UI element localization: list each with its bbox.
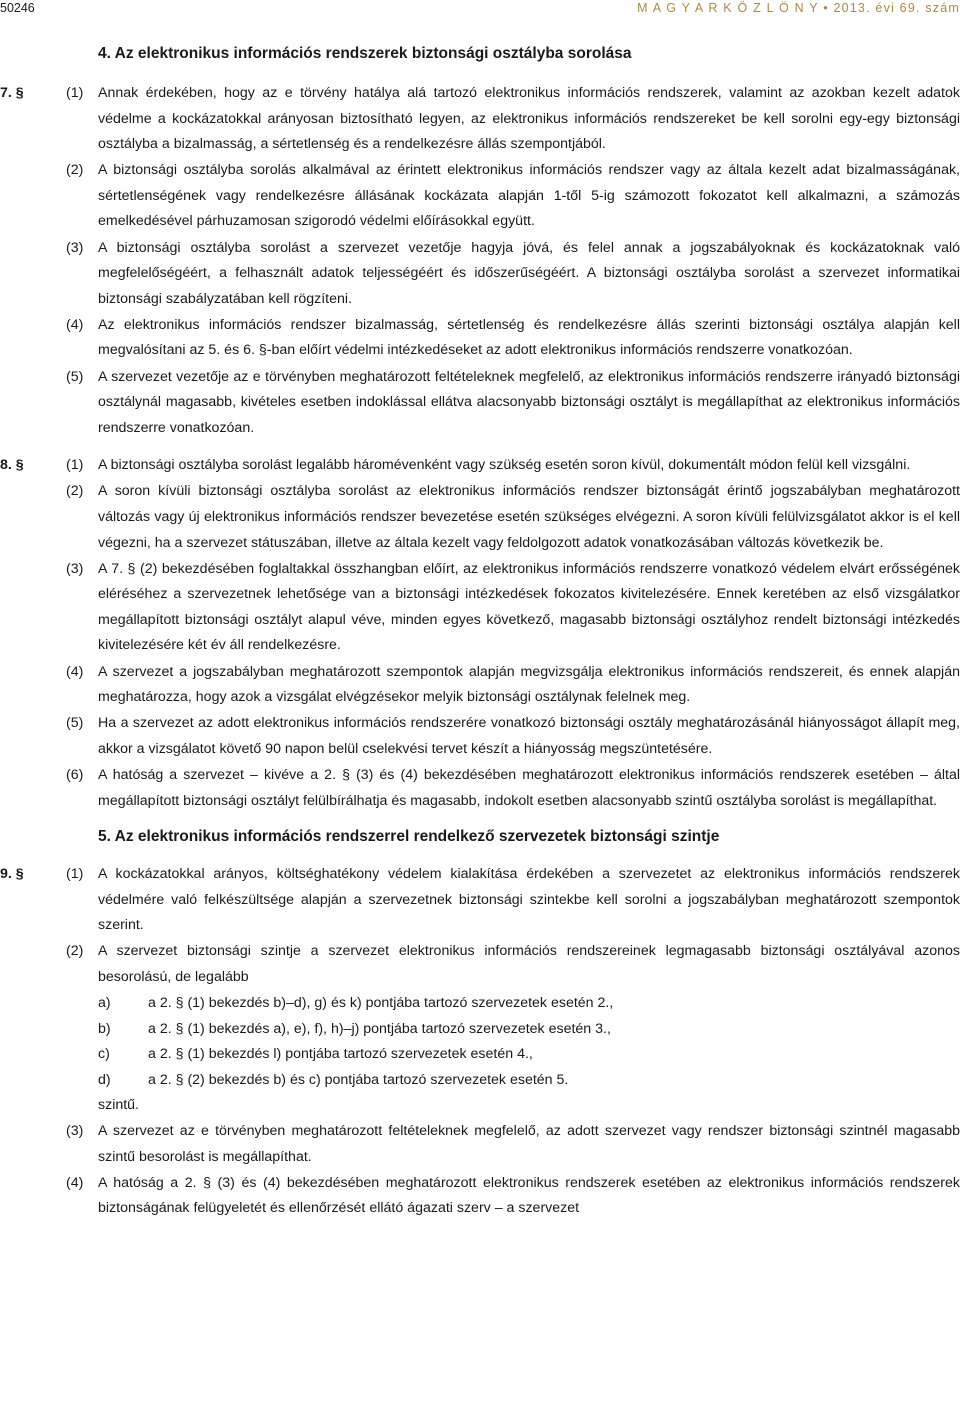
paragraph-text: A 7. § (2) bekezdésében foglaltakkal összhangban előírt, az elektronikus információs rendszerre vonatkozó védelem elvárt erősségének eléréséhez a szervezetnek lehetősége van a biztonsági intézkedések fokozatos kivitelezésére. Ennek keretében az első vizsgálatkor megállapított biztonsági osztályt alapul véve, minden egyes következő, magasabb biztonsági osztályhoz rendelt biztonsági intézkedés kivitelezésére két év áll rendelkezésre.	[98, 560, 960, 654]
list-item	[0, 991, 960, 1017]
paragraph-number: (2)	[66, 943, 84, 960]
paragraph-text: A biztonsági osztályba sorolást legalább háromévenként vagy szükség esetén soron kívül, dokumentált módon felül kell vizsgálni.	[98, 457, 911, 474]
section-8-paragraph-2	[0, 479, 960, 556]
paragraph-number: (6)	[66, 766, 84, 783]
list-item-text: a 2. § (1) bekezdés b)–d), g) és k) pontjába tartozó szervezetek esetén 2.,	[148, 995, 614, 1012]
paragraph-number: (2)	[66, 162, 84, 179]
paragraph-text: A biztonsági osztályba sorolást a szervezet vezetője hagyja jóvá, és felel annak a jogszabályoknak és kockázatoknak való megfelelőségéért, a felhasznált adatok teljességéért és időszerűségéért. A biztonsági osztályba sorolást a szervezet informatikai biztonsági szabályzatában kell rögzíteni.	[98, 239, 960, 307]
list-item-text: a 2. § (1) bekezdés l) pontjába tartozó szervezetek esetén 4.,	[148, 1046, 533, 1063]
document-body	[0, 41, 960, 1222]
paragraph-text: Az elektronikus információs rendszer bizalmasság, sértetlenség és rendelkezésre állás szerinti biztonsági osztálya alapján kell megvalósítani az 5. és 6. §-ban előírt védelmi intézkedéseket az adott elektronikus információs rendszerre vonatkozóan.	[98, 316, 960, 359]
section-8-paragraph-6	[0, 763, 960, 814]
section-7-paragraph-3	[0, 236, 960, 313]
paragraph-text: A soron kívüli biztonsági osztályba sorolást az elektronikus információs rendszer biztonságát érintő jogszabályban meghatározott változás vagy új elektronikus információs rendszer bevezetése esetén szükséges elvégezni. A soron kívüli felülvizsgálatot akkor is el kell végezni, ha a szervezet státuszában, illetve az általa kezelt vagy feldolgozott adatok vonatkozásában változás következik be.	[98, 483, 960, 551]
page-header	[0, 0, 960, 20]
section-7-marker: 7. §	[0, 85, 24, 101]
paragraph-text: A szervezet az e törvényben meghatározott feltételeknek megfelelő, az adott szervezet vagy rendszer biztonsági szintnél magasabb szintű besorolást is megállapíthat.	[98, 1123, 960, 1165]
section-9-paragraph-4	[0, 1171, 960, 1222]
paragraph-number: (1)	[66, 866, 84, 883]
list-item-text: a 2. § (1) bekezdés a), e), f), h)–j) pontjába tartozó szervezetek esetén 3.,	[148, 1020, 611, 1037]
list-item	[0, 1042, 960, 1068]
section-7-paragraph-5	[0, 365, 960, 442]
section-9-paragraph-1	[0, 862, 960, 939]
paragraph-text: A szervezet a jogszabályban meghatározott szempontok alapján megvizsgálja elektronikus információs rendszereit, és ennek alapján meghatározza, hogy azok a vizsgálat elvégzésekor melyik biztonsági osztálynak felelnek meg.	[98, 663, 960, 706]
list-item	[0, 1068, 960, 1094]
paragraph-text: Ha a szervezet az adott elektronikus információs rendszerére vonatkozó biztonsági osztály meghatározásánál hiányosságot állapít meg, akkor a vizsgálatot követő 90 napon belül cselekvési tervet készít a hiányosság megszüntetésére.	[98, 715, 960, 757]
section-7-paragraph-4	[0, 313, 960, 364]
chapter-4-title: 4. Az elektronikus információs rendszerek biztonsági osztályba sorolása	[98, 45, 632, 62]
paragraph-number: (3)	[66, 239, 84, 256]
section-8-marker: 8. §	[0, 457, 24, 474]
page-number: 50246	[0, 1, 35, 15]
list-item	[0, 1017, 960, 1043]
paragraph-number: (4)	[66, 316, 84, 333]
paragraph-number: (2)	[66, 483, 84, 500]
list-tail: szintű.	[98, 1097, 140, 1114]
section-8	[0, 453, 960, 814]
paragraph-text: A biztonsági osztályba sorolás alkalmával az érintett elektronikus információs rendszer vagy az általa kezelt adat bizalmasságának, sértetlenségének vagy rendelkezésre állásának kockázata alapján 1-től 5-ig számozott fokozatot kell alkalmazni, a számozás emelkedésével párhuzamosan szigorodó védelmi előírásokkal együtt.	[98, 162, 960, 230]
section-8-paragraph-3	[0, 557, 960, 659]
paragraph-number: (3)	[66, 1123, 84, 1140]
section-7-paragraph-1	[0, 81, 960, 158]
section-8-paragraph-1	[0, 453, 960, 479]
paragraph-text: A hatóság a 2. § (3) és (4) bekezdésében meghatározott elektronikus rendszerek esetében az elektronikus információs rendszerek biztonságának felügyeletét és ellenőrzését ellátó ágazati szerv – a szervezet	[98, 1174, 960, 1217]
section-8-paragraph-5	[0, 711, 960, 762]
paragraph-number: (5)	[66, 715, 84, 732]
paragraph-text: A kockázatokkal arányos, költséghatékony védelem kialakítása érdekében a szervezetet az elektronikus információs rendszerek védelmére való felkészültsége alapján a szervezetnek biztonsági szintekbe kell sorolni a jogszabályban meghatározott szempontok szerint.	[98, 866, 960, 934]
list-item-text: a 2. § (2) bekezdés b) és c) pontjába tartozó szervezetek esetén 5.	[148, 1071, 569, 1088]
running-head: M A G Y A R K Ö Z L Ö N Y • 2013. évi 69. szám	[637, 1, 960, 15]
paragraph-text: A szervezet biztonsági szintje a szervezet elektronikus információs rendszereinek legmagasabb biztonsági osztályával azonos besorolású, de legalább	[98, 943, 960, 985]
list-item-letter: a)	[98, 995, 111, 1012]
paragraph-text: A szervezet vezetője az e törvényben meghatározott feltételeknek megfelelő, az elektronikus információs rendszerre irányadó biztonsági osztálynál magasabb, kivételes esetben indoklással ellátva alacsonyabb biztonsági osztályt is megállapíthat az elektronikus információs rendszerre vonatkozóan.	[98, 368, 960, 436]
chapter-5-title: 5. Az elektronikus információs rendszerrel rendelkező szervezetek biztonsági szintje	[98, 828, 720, 846]
section-9-marker: 9. §	[0, 866, 24, 883]
paragraph-text: A hatóság a szervezet – kivéve a 2. § (3) és (4) bekezdésében meghatározott elektronikus információs rendszerek esetében – által megállapított biztonsági osztályt felülbírálhatja és magasabb, indokolt esetben alacsonyabb szintű osztályba sorolást is megállapíthat.	[98, 766, 960, 809]
paragraph-number: (4)	[66, 663, 84, 680]
paragraph-text: Annak érdekében, hogy az e törvény hatálya alá tartozó elektronikus információs rendszerek, valamint az azokban kezelt adatok védelme a kockázatokkal arányosan biztosítható legyen, az elektronikus információs rendszereket be kell sorolni egy-egy biztonsági osztályba a bizalmasság, a sértetlenség és a rendelkezésre állás szempontjából.	[98, 85, 960, 153]
section-7	[0, 81, 960, 441]
section-9	[0, 862, 960, 1222]
paragraph-number: (4)	[66, 1174, 84, 1191]
section-9-paragraph-2	[0, 939, 960, 990]
list-item-letter: b)	[98, 1020, 111, 1037]
list-item-letter: d)	[98, 1071, 111, 1088]
section-9-paragraph-3	[0, 1119, 960, 1170]
list-item-letter: c)	[98, 1046, 110, 1063]
paragraph-number: (3)	[66, 560, 84, 577]
section-8-paragraph-4	[0, 660, 960, 711]
section-7-paragraph-2	[0, 158, 960, 235]
paragraph-number: (1)	[66, 457, 84, 474]
paragraph-number: (5)	[66, 368, 84, 385]
paragraph-number: (1)	[66, 85, 84, 101]
